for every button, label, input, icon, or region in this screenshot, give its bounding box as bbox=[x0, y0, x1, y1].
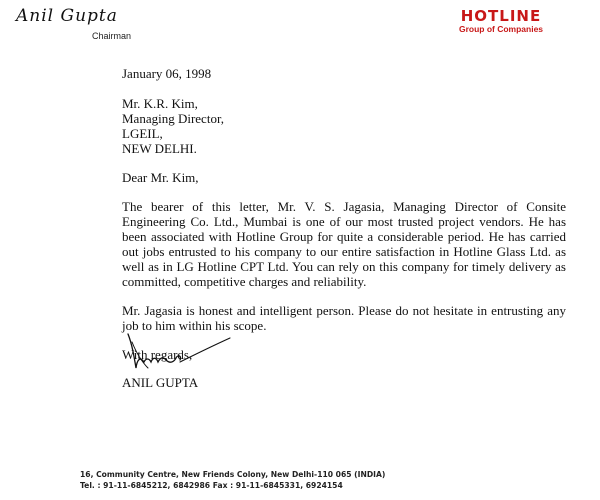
signatory-name: ANIL GUPTA bbox=[122, 375, 199, 390]
brand-logo-block bbox=[446, 8, 556, 35]
body-paragraph-2: Mr. Jagasia is honest and intelligent person. Please do not hesitate in entrusting any job to him within his scope. bbox=[122, 303, 566, 333]
brand-tagline: Group of Companies bbox=[458, 24, 544, 34]
recipient-block bbox=[122, 96, 566, 156]
recipient-name: Mr. K.R. Kim, bbox=[122, 96, 198, 111]
footer bbox=[80, 469, 385, 491]
letter-date: January 06, 1998 bbox=[122, 66, 212, 81]
footer-address: 16, Community Centre, New Friends Colony, New Delhi-110 065 (INDIA) bbox=[80, 470, 386, 479]
salutation: Dear Mr. Kim, bbox=[122, 170, 199, 185]
recipient-city: NEW DELHI. bbox=[122, 141, 197, 156]
body-paragraph-1: The bearer of this letter, Mr. V. S. Jagasia, Managing Director of Consite Engineering Co. Ltd., Mumbai is one of our most trusted project vendors. He has been associated with Hotline Group for quite a considerable period. He has carried out jobs entrusted to his company to our entire satisfaction in Hotline Glass Ltd. as well as in LG Hotline CPT Ltd. You can rely on this company for timely delivery as committed, competitive charges and reliability. bbox=[122, 199, 566, 289]
letter-body bbox=[122, 66, 566, 362]
recipient-title: Managing Director, bbox=[122, 111, 225, 126]
footer-contact: Tel. : 91-11-6845212, 6842986 Fax : 91-11-6845331, 6924154 bbox=[80, 481, 343, 490]
sender-name: Anil Gupta bbox=[16, 6, 118, 26]
brand-logo: HOTLINE bbox=[460, 7, 542, 25]
closing: With regards, bbox=[122, 347, 193, 362]
handwritten-signature bbox=[118, 332, 238, 376]
sender-title: Chairman bbox=[92, 31, 132, 41]
recipient-company: LGEIL, bbox=[122, 126, 163, 141]
